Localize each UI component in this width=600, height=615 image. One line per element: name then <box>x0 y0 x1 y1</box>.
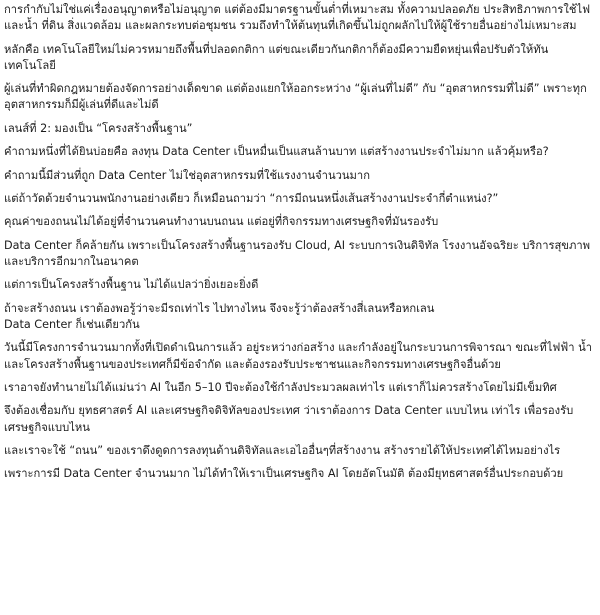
paragraph-lanes: ถ้าจะสร้างถนน เราต้องพอรู้ว่าจะมีรถเท่าไร ไปทางไหน จึงจะรู้ว่าต้องสร้างสี่เลนหรือหกเลน Data Center ก็เช่นเดียวกัน <box>4 301 435 331</box>
paragraph-ai-strategy: จึงต้องเชื่อมกับ ยุทธศาสตร์ AI และเศรษฐกิจดิจิทัลของประเทศ ว่าเราต้องการ Data Center แบบไหน เท่าไร เพื่อรองรับเศรษฐกิจแบบไหน <box>4 404 574 434</box>
paragraph-road-analogy: แต่ถ้าวัดด้วยจำนวนพนักงานอย่างเดียว ก็เหมือนถามว่า “การมีถนนหนึ่งเส้นสร้างงานประจำกี่ตำแหน่ง?” <box>4 191 499 205</box>
paragraph-regulation-standards: การกำกับไม่ใช่แค่เรื่องอนุญาตหรือไม่อนุญาต แต่ต้องมีมาตรฐานขั้นต่ำที่เหมาะสม ทั้งความปลอดภัย ประสิทธิภาพการใช้ไฟและน้ำ ที่ดิน สิ่งแวดล้อม และผลกระทบต่อชุมชน รวมถึงทำให้ต้นทุนที่เกิดขึ้นไม่ถูกผลักไปให้ผู้ใช้รายอื่นอย่างไม่เหมาะสม <box>4 3 591 33</box>
section-heading-lens-2: เลนส์ที่ 2: มองเป็น “โครงสร้างพื้นฐาน” <box>4 121 193 135</box>
paragraph-road-value: คุณค่าของถนนไม่ได้อยู่ที่จำนวนคนทำงานบนถนน แต่อยู่ที่กิจกรรมทางเศรษฐกิจที่มันรองรับ <box>4 215 439 229</box>
paragraph-projects-constraints: วันนี้มีโครงการจำนวนมากทั้งที่เปิดดำเนินการแล้ว อยู่ระหว่างก่อสร้าง และกำลังอยู่ในกระบวนการพิจารณา ขณะที่ไฟฟ้า น้ำ และโครงสร้างพื้นฐานของประเทศก็มีข้อจำกัด และต้องรองรับประชาชนและกิจกรรมทางเศรษฐกิจอื่นด้วย <box>4 341 596 371</box>
paragraph-data-center-infrastructure: Data Center ก็คล้ายกัน เพราะเป็นโครงสร้างพื้นฐานรองรับ Cloud, AI ระบบการเงินดิจิทัล โรงงานอัจฉริยะ บริการสุขภาพ และบริการอีกมากในอนาคต <box>4 238 594 268</box>
paragraph-not-automatic: เพราะการมี Data Center จำนวนมาก ไม่ได้ทำให้เราเป็นเศรษฐกิจ AI โดยอัตโนมัติ ต้องมียุทธศาสตร์อื่นประกอบด้วย <box>4 467 564 481</box>
paragraph-compass: เราอาจยังทำนายไม่ได้แม่นว่า AI ในอีก 5–10 ปีจะต้องใช้กำลังประมวลผลเท่าไร แต่เราก็ไม่ควรสร้างโดยไม่มีเข็มทิศ <box>4 380 557 394</box>
paragraph-no-rule-free-zone: หลักคือ เทคโนโลยีใหม่ไม่ควรหมายถึงพื้นที่ปลอดกติกา แต่ขณะเดียวกันกติกาก็ต้องมีความยืดหยุ่นเพื่อปรับตัวให้ทันเทคโนโลยี <box>4 42 549 72</box>
paragraph-attract-investment: และเราจะใช้ “ถนน” ของเราดึงดูดการลงทุนด้านดิจิทัลและเอไออื่นๆที่สร้างงาน สร้างรายได้ให้ประเทศได้ไหมอย่างไร <box>4 443 561 457</box>
paragraph-more-not-better: แต่การเป็นโครงสร้างพื้นฐาน ไม่ได้แปลว่ายิ่งเยอะยิ่งดี <box>4 278 259 292</box>
paragraph-not-labor-intensive: คำถามนี้มีส่วนที่ถูก Data Center ไม่ใช่อุตสาหกรรมที่ใช้แรงงานจำนวนมาก <box>4 168 370 182</box>
paragraph-investment-question: คำถามหนึ่งที่ได้ยินบ่อยคือ ลงทุน Data Center เป็นหมื่นเป็นแสนล้านบาท แต่สร้างงานประจำไม่มาก แล้วคุ้มหรือ? <box>4 145 549 159</box>
paragraph-bad-players: ผู้เล่นที่ทำผิดกฎหมายต้องจัดการอย่างเด็ดขาด แต่ต้องแยกให้ออกระหว่าง “ผู้เล่นที่ไม่ดี” กับ “อุตสาหกรรมที่ไม่ดี” เพราะทุกอุตสาหกรรมก็มีผู้เล่นที่ดีและไม่ดี <box>4 82 587 112</box>
